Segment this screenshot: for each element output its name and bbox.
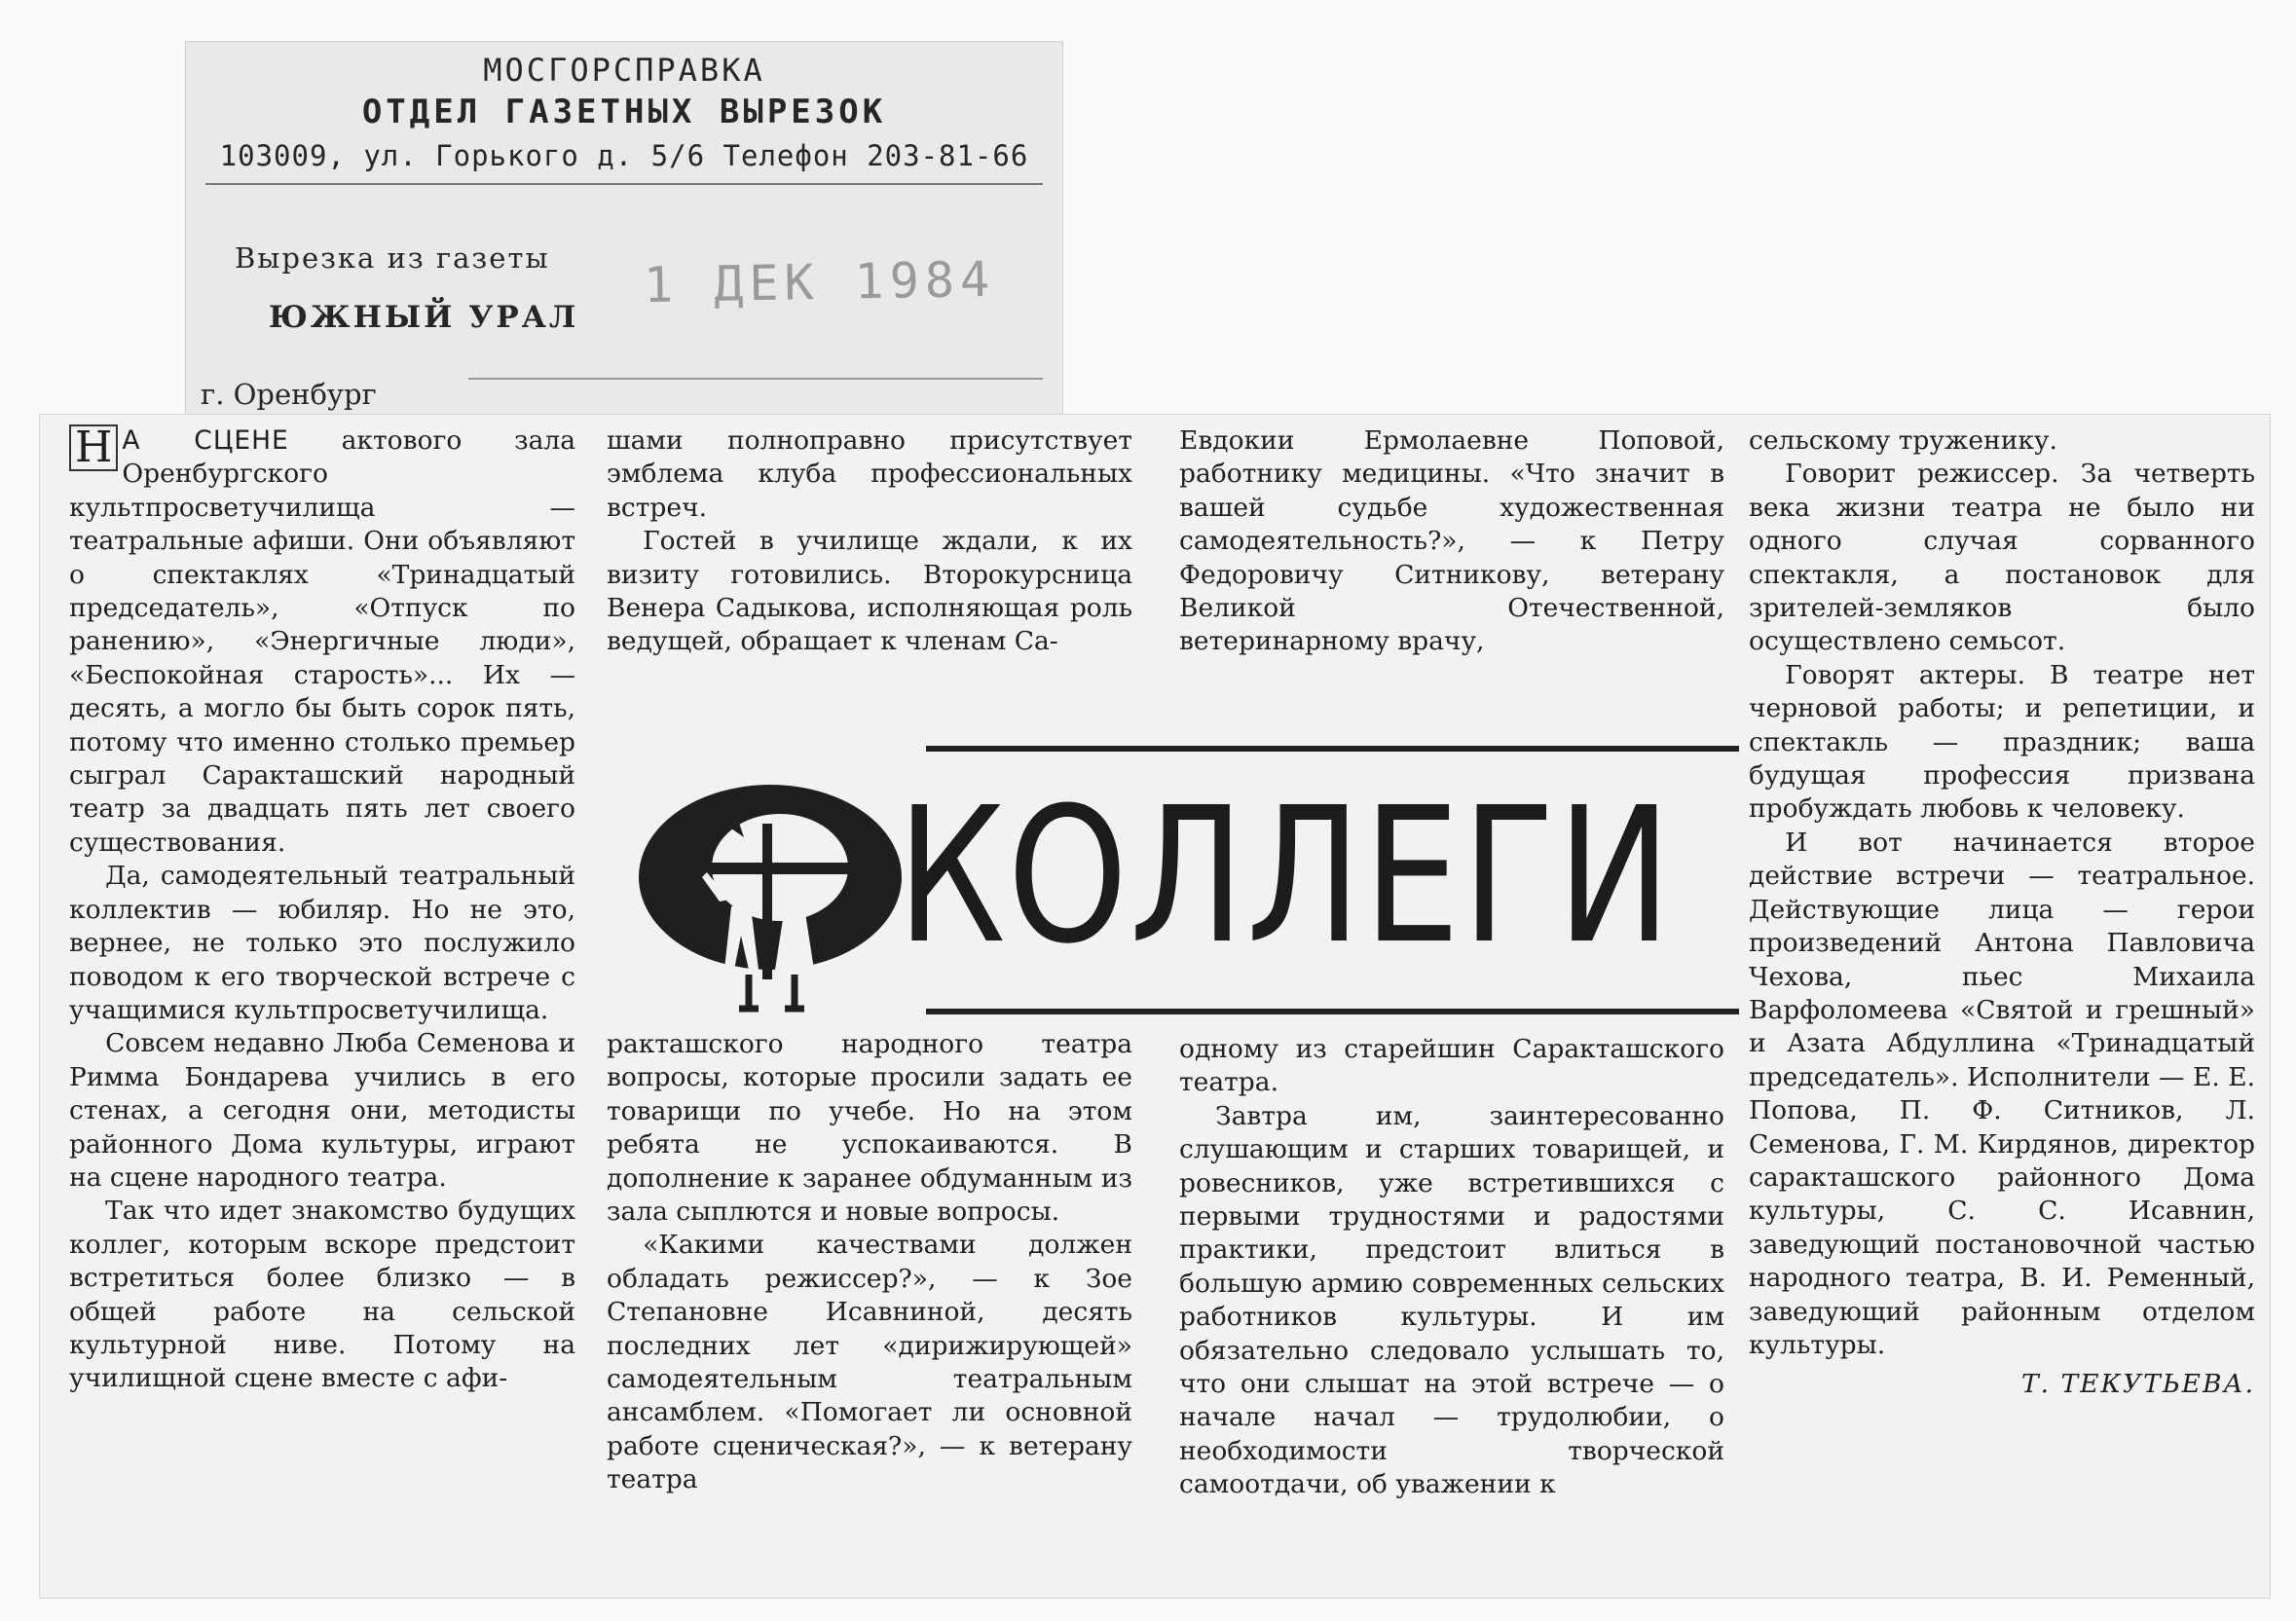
article-column-2-top <box>607 424 1132 659</box>
paragraph-text: актового зала Оренбургского культпросветучилища — театральные афиши. Они объявляют о спектаклях «Тринадцатый председатель», «Отпуск по ранению», «Энергичные люди», «Беспокойная старость»... Их — десять, а могло бы быть сорок пять, потому что именно столько премьер сыграл Саракташский народный театр за двадцать пять лет своего существования. <box>69 425 576 858</box>
signature-line <box>468 378 1043 380</box>
drop-cap: Н <box>69 424 118 471</box>
paragraph: Евдокии Ермолаевне Поповой, работнику медицины. «Что значит в вашей судьбе художественная самодеятельность?», — к Петру Федоровичу Ситникову, ветерану Великой Отечественной, ветеринарному врачу, <box>1179 425 1724 657</box>
city-label: г. Оренбург <box>201 378 377 411</box>
paragraph: Говорит режиссер. За четверть века жизни театра не было ни одного случая сорванного спектакля, а постановок для зрителей-земляков было осуществлено семьсот. <box>1749 459 2255 657</box>
article-column-1 <box>69 424 575 1396</box>
paragraph: Гостей в училище ждали, к их визиту готовились. Второкурсница Венера Садыкова, исполняющая роль ведущей, обращает к членам Са- <box>607 526 1132 657</box>
article-column-3-bottom <box>1179 1033 1724 1502</box>
paragraph: шами полноправно присутствует эмблема клуба профессиональных встреч. <box>607 425 1132 523</box>
theatre-emblem-icon <box>634 746 907 1018</box>
org-name: МОСГОРСПРАВКА <box>483 52 765 89</box>
paragraph: И вот начинается второе действие встречи — театральное. Действующие лица — герои произведений Антона Павловича Чехова, пьес Михаила Варфоломеева «Святой и грешный» и Азата Абдуллина «Тринадцатый председатель». Исполнители — Е. Е. Попова, П. Ф. Ситников, Л. Семенова, Г. М. Кирдянов, директор саракташского районного Дома культуры, С. С. Исавнин, заведующий постановочной частью народного театра, В. И. Ременный, заведующий районным отделом культуры. <box>1749 827 2255 1360</box>
clipping-header <box>185 41 1063 432</box>
paragraph: сельскому труженику. <box>1749 425 2057 456</box>
address-line: 103009, ул. Горького д. 5/6 Телефон 203-81-66 <box>219 139 1029 172</box>
headline: КОЛЛЕГИ <box>897 768 1674 985</box>
department-name: ОТДЕЛ ГАЗЕТНЫХ ВЫРЕЗОК <box>361 92 887 131</box>
paragraph: Да, самодеятельный театральный коллектив — юбиляр. Но не это, вернее, не только это послужило поводом к его творческой встрече с учащимися культпросветучилища. <box>69 861 575 1025</box>
paragraph: Завтра им, заинтересованно слушающим и старших товарищей, и ровесников, уже встретившихся с первыми трудностями и радостями практики, предстоит влиться в большую армию современных сельских работников культуры. И им обязательно следовало услышать то, что они слышат на этой встрече — о начале начал — трудолюбии, о необходимости творческой самоотдачи, об уважении к <box>1179 1100 1724 1500</box>
headline-rule-top <box>926 746 1739 752</box>
paragraph: «Какими качествами должен обладать режиссер?», — к Зое Степановне Исавниной, десять последних лет «дирижирующей» самодеятельным театральным ансамблем. «Помогает ли основной работе сценическая?», — к ветерану театра <box>607 1230 1132 1495</box>
headline-banner <box>634 746 1744 1018</box>
headline-rule-bottom <box>926 1009 1739 1014</box>
paragraph: Так что идет знакомство будущих коллег, которым вскоре предстоит встретиться более близко — в общей работе на сельской культурной ниве. Потому на училищной сцене вместе с афи- <box>69 1196 575 1394</box>
newspaper-name: ЮЖНЫЙ УРАЛ <box>269 300 579 335</box>
paragraph: одному из старейшин Саракташского театра. <box>1179 1034 1724 1098</box>
date-stamp: 1 ДЕК 1984 <box>643 250 996 314</box>
lead-words: А СЦЕНЕ <box>122 425 289 456</box>
paragraph <box>69 424 575 860</box>
article-column-4 <box>1749 424 2255 1402</box>
article-clipping <box>39 414 2271 1599</box>
header-divider <box>205 183 1043 185</box>
source-label: Вырезка из газеты <box>235 241 550 275</box>
paragraph: ракташского народного театра вопросы, которые просили задать ее товарищи по учебе. Но на этом ребята не успокаиваются. В дополнение к заранее обдуманным из зала сыплются и новые вопросы. <box>607 1029 1132 1228</box>
article-column-2-bottom <box>607 1028 1132 1497</box>
paragraph: Говорят актеры. В театре нет черновой работы; и репетиции, и спектакль — праздник; ваша будущая профессия призвана пробуждать любовь к человеку. <box>1749 659 2255 825</box>
article-column-3-top <box>1179 424 1724 659</box>
byline: Т. ТЕКУТЬЕВА. <box>2020 1369 2255 1400</box>
paragraph: Совсем недавно Люба Семенова и Римма Бондарева учились в его стенах, а сегодня они, методисты районного Дома культуры, играют на сцене народного театра. <box>69 1028 575 1193</box>
